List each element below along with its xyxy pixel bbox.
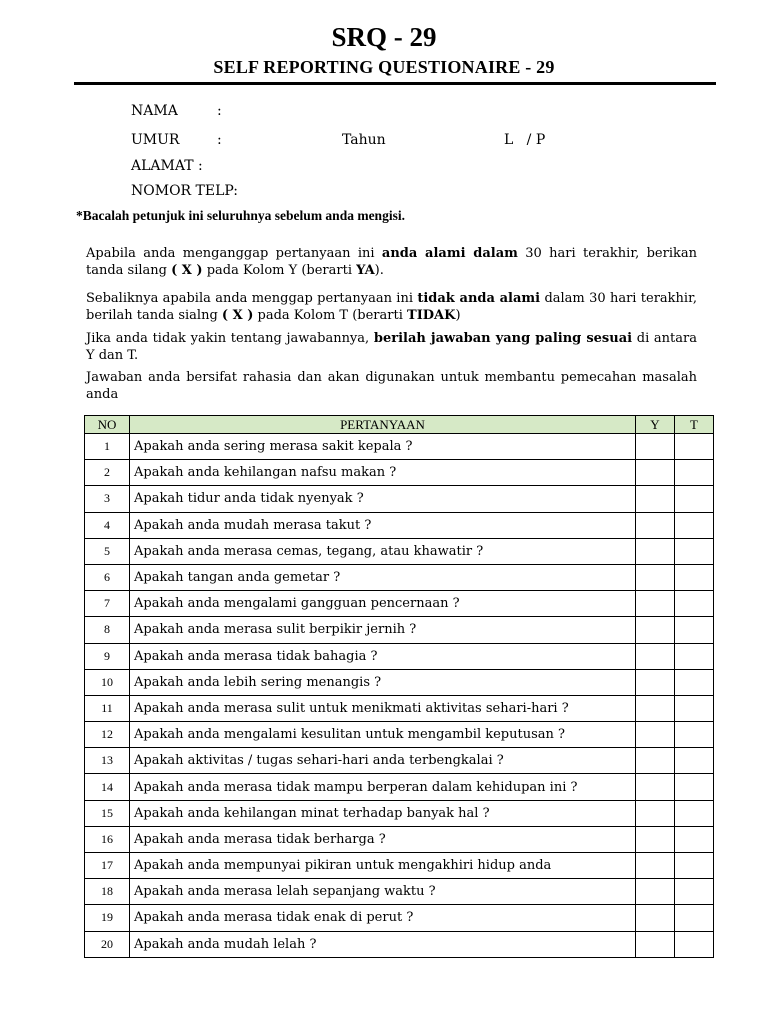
- answer-yes-cell[interactable]: [636, 460, 675, 486]
- row-question: Apakah anda mempunyai pikiran untuk mengakhiri hidup anda: [130, 853, 636, 879]
- row-number: 2: [85, 460, 130, 486]
- table-row: [85, 486, 714, 512]
- answer-no-cell[interactable]: [675, 669, 714, 695]
- answer-yes-cell[interactable]: [636, 669, 675, 695]
- row-number: 12: [85, 722, 130, 748]
- answer-yes-cell[interactable]: [636, 617, 675, 643]
- answer-no-cell[interactable]: [675, 748, 714, 774]
- row-number: 11: [85, 695, 130, 721]
- row-number: 5: [85, 538, 130, 564]
- table-row: [85, 434, 714, 460]
- page-title: SRQ - 29: [331, 22, 437, 52]
- row-question: Apakah anda merasa tidak enak di perut ?: [130, 905, 636, 931]
- answer-no-cell[interactable]: [675, 695, 714, 721]
- row-number: 10: [85, 669, 130, 695]
- header-no-answer: T: [675, 416, 714, 434]
- row-question: Apakah anda merasa tidak bahagia ?: [130, 643, 636, 669]
- row-question: Apakah anda merasa tidak berharga ?: [130, 826, 636, 852]
- answer-yes-cell[interactable]: [636, 800, 675, 826]
- p2-text-d: ( X ): [221, 308, 254, 323]
- answer-no-cell[interactable]: [675, 564, 714, 590]
- table-row: [85, 591, 714, 617]
- answer-yes-cell[interactable]: [636, 643, 675, 669]
- answer-no-cell[interactable]: [675, 486, 714, 512]
- p1-text-d: ( X ): [171, 263, 203, 278]
- row-question: Apakah anda sering merasa sakit kepala ?: [130, 434, 636, 460]
- umur-label: UMUR: [131, 132, 180, 148]
- instruction-paragraph-1: [86, 245, 697, 279]
- table-row: [85, 800, 714, 826]
- instruction-paragraph-2: [86, 290, 697, 324]
- p2-text-f: TIDAK: [407, 308, 456, 323]
- answer-yes-cell[interactable]: [636, 591, 675, 617]
- p2-text-a: Sebaliknya apabila anda menggap pertanyaan ini: [86, 291, 418, 306]
- answer-yes-cell[interactable]: [636, 434, 675, 460]
- table-row: [85, 512, 714, 538]
- table-header-row: [85, 416, 714, 434]
- row-number: 17: [85, 853, 130, 879]
- answer-no-cell[interactable]: [675, 931, 714, 957]
- row-question: Apakah anda merasa lelah sepanjang waktu ?: [130, 879, 636, 905]
- table-row: [85, 748, 714, 774]
- row-number: 9: [85, 643, 130, 669]
- page-subtitle: SELF REPORTING QUESTIONAIRE - 29: [213, 57, 555, 77]
- table-row: [85, 617, 714, 643]
- row-question: Apakah anda kehilangan minat terhadap banyak hal ?: [130, 800, 636, 826]
- p1-text-g: ).: [374, 263, 384, 278]
- answer-no-cell[interactable]: [675, 591, 714, 617]
- answer-no-cell[interactable]: [675, 800, 714, 826]
- table-row: [85, 879, 714, 905]
- row-number: 4: [85, 512, 130, 538]
- row-question: Apakah anda merasa sulit untuk menikmati aktivitas sehari-hari ?: [130, 695, 636, 721]
- p1-text-a: Apabila anda menganggap pertanyaan ini: [86, 246, 382, 261]
- p3-text-b: berilah jawaban yang paling sesuai: [373, 331, 633, 346]
- table-row: [85, 669, 714, 695]
- row-question: Apakah anda lebih sering menangis ?: [130, 669, 636, 695]
- header-yes: Y: [636, 416, 675, 434]
- answer-no-cell[interactable]: [675, 617, 714, 643]
- table-row: [85, 905, 714, 931]
- row-number: 6: [85, 564, 130, 590]
- table-row: [85, 722, 714, 748]
- row-question: Apakah anda mengalami kesulitan untuk mengambil keputusan ?: [130, 722, 636, 748]
- p1-text-e: pada Kolom Y (berarti: [202, 263, 357, 278]
- table-row: [85, 460, 714, 486]
- table-row: [85, 564, 714, 590]
- row-number: 20: [85, 931, 130, 957]
- umur-line: [131, 132, 546, 148]
- table-row: [85, 774, 714, 800]
- answer-yes-cell[interactable]: [636, 931, 675, 957]
- answer-yes-cell[interactable]: [636, 722, 675, 748]
- p3-text-a: Jika anda tidak yakin tentang jawabannya,: [86, 331, 374, 346]
- nama-label: NAMA: [131, 103, 178, 119]
- answer-yes-cell[interactable]: [636, 879, 675, 905]
- answer-yes-cell[interactable]: [636, 748, 675, 774]
- row-question: Apakah tidur anda tidak nyenyak ?: [130, 486, 636, 512]
- instruction-note: *Bacalah petunjuk ini seluruhnya sebelum anda mengisi.: [76, 208, 405, 223]
- p1-text-f: YA: [356, 263, 375, 278]
- row-number: 14: [85, 774, 130, 800]
- title-divider: [74, 82, 716, 85]
- row-question: Apakah anda kehilangan nafsu makan ?: [130, 460, 636, 486]
- answer-yes-cell[interactable]: [636, 564, 675, 590]
- row-number: 19: [85, 905, 130, 931]
- instruction-paragraph-4: Jawaban anda bersifat rahasia dan akan digunakan untuk membantu pemecahan masalah anda: [86, 370, 697, 402]
- row-number: 16: [85, 826, 130, 852]
- p2-text-c: dalam 30 hari terakhir, berilah tanda sialng: [86, 291, 697, 323]
- table-row: [85, 853, 714, 879]
- row-question: Apakah anda merasa sulit berpikir jernih ?: [130, 617, 636, 643]
- instruction-paragraph-3: [86, 330, 697, 364]
- row-question: Apakah anda mudah merasa takut ?: [130, 512, 636, 538]
- row-number: 1: [85, 434, 130, 460]
- row-question: Apakah aktivitas / tugas sehari-hari anda terbengkalai ?: [130, 748, 636, 774]
- answer-yes-cell[interactable]: [636, 774, 675, 800]
- p3-text-c: di antara Y dan T.: [86, 331, 697, 363]
- p2-text-e: pada Kolom T (berarti: [253, 308, 408, 323]
- alamat-label: ALAMAT :: [131, 158, 203, 174]
- row-question: Apakah tangan anda gemetar ?: [130, 564, 636, 590]
- answer-no-cell[interactable]: [675, 774, 714, 800]
- answer-no-cell[interactable]: [675, 643, 714, 669]
- p2-text-b: tidak anda alami: [417, 291, 541, 306]
- answer-yes-cell[interactable]: [636, 512, 675, 538]
- answer-yes-cell[interactable]: [636, 538, 675, 564]
- row-question: Apakah anda mengalami gangguan pencernaan ?: [130, 591, 636, 617]
- umur-colon: :: [217, 132, 222, 148]
- row-number: 7: [85, 591, 130, 617]
- table-row: [85, 695, 714, 721]
- answer-yes-cell[interactable]: [636, 826, 675, 852]
- answer-no-cell[interactable]: [675, 905, 714, 931]
- p1-text-b: anda alami dalam: [381, 246, 518, 261]
- answer-no-cell[interactable]: [675, 853, 714, 879]
- row-question: Apakah anda merasa cemas, tegang, atau khawatir ?: [130, 538, 636, 564]
- answer-yes-cell[interactable]: [636, 486, 675, 512]
- answer-yes-cell[interactable]: [636, 853, 675, 879]
- table-body: [85, 434, 714, 958]
- table-row: [85, 538, 714, 564]
- answer-no-cell[interactable]: [675, 512, 714, 538]
- table-row: [85, 931, 714, 957]
- answer-no-cell[interactable]: [675, 879, 714, 905]
- answer-no-cell[interactable]: [675, 826, 714, 852]
- answer-yes-cell[interactable]: [636, 695, 675, 721]
- answer-no-cell[interactable]: [675, 460, 714, 486]
- telp-label: NOMOR TELP:: [131, 183, 239, 199]
- answer-no-cell[interactable]: [675, 538, 714, 564]
- answer-no-cell[interactable]: [675, 434, 714, 460]
- row-number: 3: [85, 486, 130, 512]
- answer-no-cell[interactable]: [675, 722, 714, 748]
- row-number: 18: [85, 879, 130, 905]
- table-row: [85, 643, 714, 669]
- questionnaire-table: [84, 415, 714, 958]
- answer-yes-cell[interactable]: [636, 905, 675, 931]
- row-question: Apakah anda mudah lelah ?: [130, 931, 636, 957]
- header-no: NO: [85, 416, 130, 434]
- p2-text-g: ): [455, 308, 461, 323]
- nama-line: [131, 103, 222, 119]
- nama-colon: :: [217, 103, 222, 119]
- row-question: Apakah anda merasa tidak mampu berperan dalam kehidupan ini ?: [130, 774, 636, 800]
- row-number: 15: [85, 800, 130, 826]
- table-row: [85, 826, 714, 852]
- gender-label: L / P: [504, 132, 546, 148]
- row-number: 13: [85, 748, 130, 774]
- p1-text-c: 30 hari terakhir, berikan tanda silang: [86, 246, 697, 278]
- header-question: PERTANYAAN: [130, 416, 636, 434]
- row-number: 8: [85, 617, 130, 643]
- tahun-label: Tahun: [342, 132, 386, 148]
